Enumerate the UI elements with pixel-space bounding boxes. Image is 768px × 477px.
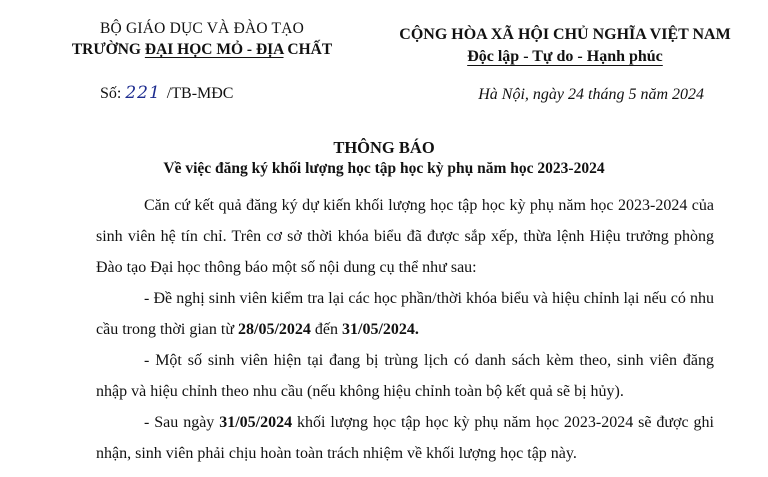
national-header — [385, 24, 745, 68]
deadline-date: 31/05/2024 — [219, 414, 293, 431]
school-name-underlined: ĐẠI HỌC MỎ - ĐỊA — [144, 41, 284, 58]
country-name: CỘNG HÒA XÃ HỘI CHỦ NGHĨA VIỆT NAM — [399, 26, 731, 43]
school-prefix: TRƯỜNG — [71, 41, 145, 58]
document-body — [96, 190, 714, 469]
document-code: /TB-MĐC — [166, 85, 234, 102]
school-name — [62, 39, 342, 60]
document-subtitle: Về việc đăng ký khối lượng học tập học kỳ phụ năm học 2023-2024 — [163, 160, 605, 177]
p4-text-a: - Sau ngày — [144, 414, 220, 431]
document-number — [100, 83, 233, 103]
p2-text-b: đến — [310, 321, 342, 338]
p2-text-a: - Đề nghị sinh viên kiểm tra lại các học phần/thời khóa biểu và hiệu chỉnh lại nếu có nhu cầu trong thời gian từ — [96, 290, 714, 338]
paragraph-check-courses — [96, 283, 714, 345]
date-line: Hà Nội, ngày 24 tháng 5 năm 2024 — [478, 86, 704, 103]
paragraph-schedule-conflict: - Một số sinh viên hiện tại đang bị trùng lịch có danh sách kèm theo, sinh viên đăng nhập và hiệu chỉnh theo nhu cầu (nếu không hiệu chỉnh toàn bộ kết quả sẽ bị hủy). — [96, 352, 714, 400]
national-motto: Độc lập - Tự do - Hạnh phúc — [467, 48, 663, 65]
paragraph-basis: Căn cứ kết quả đăng ký dự kiến khối lượng học tập học kỳ phụ năm học 2023-2024 của sinh viên hệ tín chỉ. Trên cơ sở thời khóa biểu đã được sắp xếp, thừa lệnh Hiệu trưởng phòng Đào tạo Đại học thông báo một số nội dung cụ thể như sau: — [96, 197, 714, 276]
document-number-label: Số: — [100, 85, 122, 102]
issuer-block — [62, 18, 342, 60]
start-date: 28/05/2024 — [238, 321, 311, 338]
document-title: THÔNG BÁO — [333, 138, 435, 157]
school-suffix: CHẤT — [283, 41, 333, 58]
ministry-name: BỘ GIÁO DỤC VÀ ĐÀO TẠO — [99, 20, 305, 37]
p4-text-b: khối lượng học tập học kỳ phụ năm học 2023-2024 sẽ được ghi nhận, sinh viên phải chịu hoàn toàn trách nhiệm về khối lượng học tập này. — [96, 414, 714, 462]
end-date: 31/05/2024. — [342, 321, 419, 338]
handwritten-number: 221 — [125, 83, 161, 103]
paragraph-final-note — [96, 407, 714, 469]
